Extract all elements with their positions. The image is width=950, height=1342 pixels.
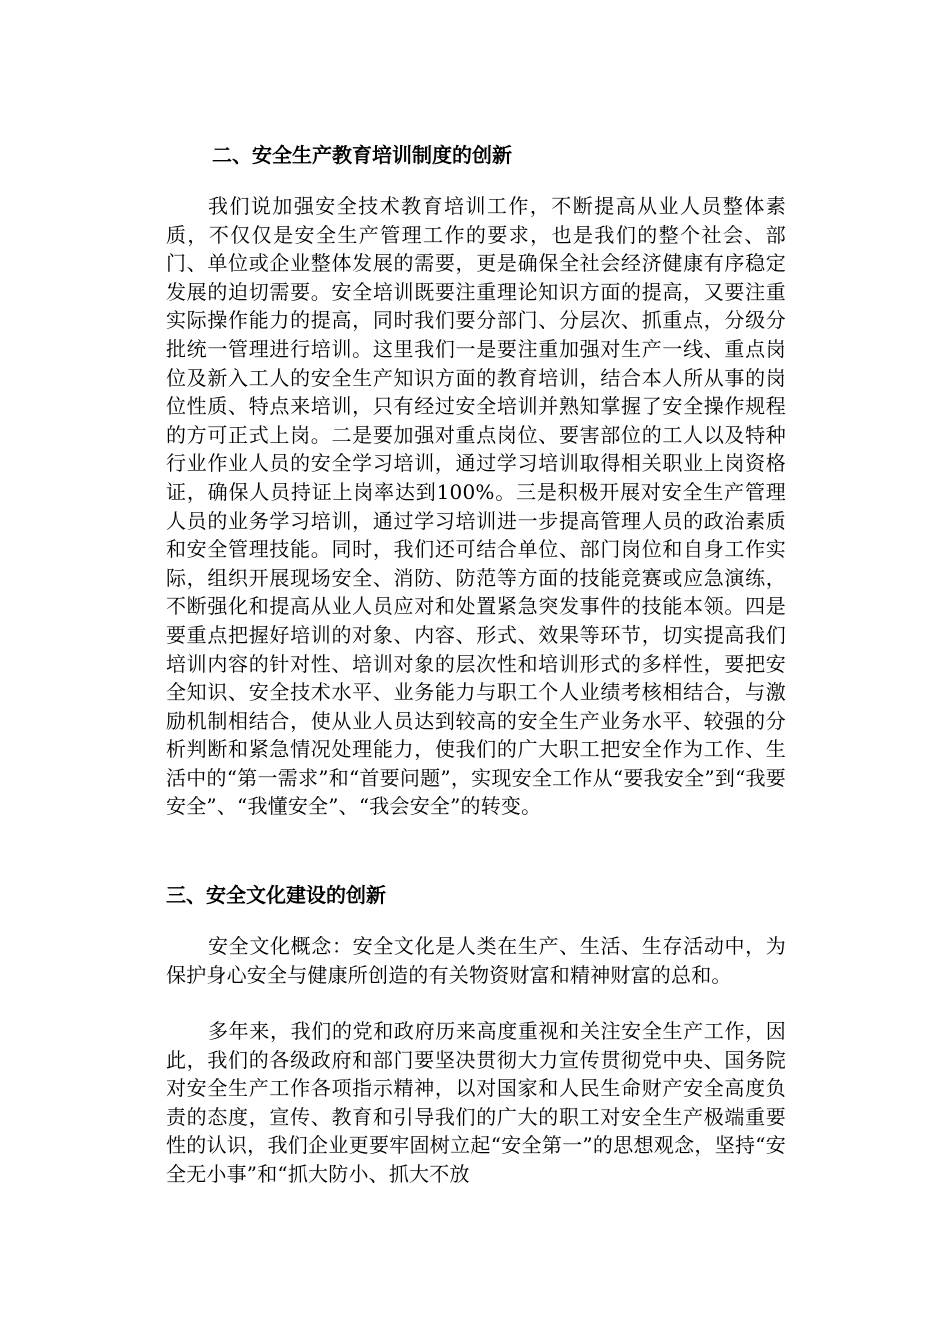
section-2-heading: 二、安全生产教育培训制度的创新 xyxy=(212,143,512,167)
section-3-paragraph-history: 多年来，我们的党和政府历来高度重视和关注安全生产工作，因此，我们的各级政府和部门要坚决贯彻大力宣传贯彻党中央、国务院对安全生产工作各项指示精神，以对国家和人民生命财产安全高度负责的态度，宣传、教育和引导我们的广大的职工对安全生产极端重要性的认识，我们企业更要牢固树立起“安全第一”的思想观念，坚持“安全无小事”和“抓大防小、抓大不放 xyxy=(166,1019,786,1186)
section-3-heading: 三、安全文化建设的创新 xyxy=(166,883,386,907)
section-2-paragraph: 我们说加强安全技术教育培训工作，不断提高从业人员整体素质，不仅仅是安全生产管理工作的要求，也是我们的整个社会、部门、单位或企业整体发展的需要，更是确保全社会经济健康有序稳定发展的迫切需要。安全培训既要注重理论知识方面的提高，又要注重实际操作能力的提高，同时我们要分部门、分层次、抓重点，分级分批统一管理进行培训。这里我们一是要注重加强对生产一线、重点岗位及新入工人的安全生产知识方面的教育培训，结合本人所从事的岗位性质、特点来培训，只有经过安全培训并熟知掌握了安全操作规程的方可正式上岗。二是要加强对重点岗位、要害部位的工人以及特种行业作业人员的安全学习培训，通过学习培训取得相关职业上岗资格证，确保人员持证上岗率达到100%。三是积极开展对安全生产管理人员的业务学习培训，通过学习培训进一步提高管理人员的政治素质和安全管理技能。同时，我们还可结合单位、部门岗位和自身工作实际，组织开展现场安全、消防、防范等方面的技能竞赛或应急演练，不断强化和提高从业人员应对和处置紧急突发事件的技能本领。四是要重点把握好培训的对象、内容、形式、效果等环节，切实提高我们培训内容的针对性、培训对象的层次性和培训形式的多样性，要把安全知识、安全技术水平、业务能力与职工个人业绩考核相结合，与激励机制相结合，使从业人员达到较高的安全生产业务水平、较强的分析判断和紧急情况处理能力，使我们的广大职工把安全作为工作、生活中的“第一需求”和“首要问题”，实现安全工作从“要我安全”到“我要安全”、“我懂安全”、“我会安全”的转变。 xyxy=(166,194,786,819)
section-3-paragraph-definition: 安全文化概念：安全文化是人类在生产、生活、生存活动中，为保护身心安全与健康所创造的有关物资财富和精神财富的总和。 xyxy=(166,934,786,987)
